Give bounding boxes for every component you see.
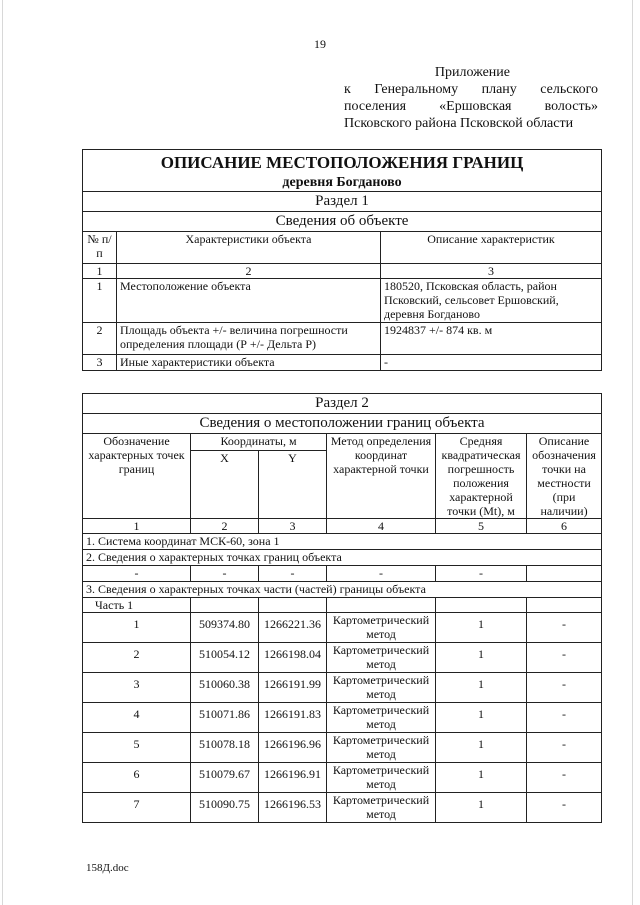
table-row: [83, 673, 602, 703]
point-y: 1266191.99: [259, 673, 327, 703]
col-header-error: Средняя квадратическая погрешность положения характерной точки (Mt), м: [436, 434, 527, 519]
point-number: 4: [83, 703, 191, 733]
appendix-word: Генеральному: [374, 82, 459, 97]
point-error: 1: [436, 703, 527, 733]
part-label: Часть 1: [83, 598, 191, 613]
row-name: Площадь объекта +/- величина погрешности определения площади (Р +/- Дельта Р): [117, 323, 381, 355]
point-y: 1266191.83: [259, 703, 327, 733]
point-number: 1: [83, 613, 191, 643]
dash-cell: -: [327, 566, 436, 582]
col-header-number: № п/п: [83, 232, 117, 264]
point-description: -: [527, 733, 602, 763]
col-header-y: Y: [259, 451, 327, 519]
row-number: 3: [83, 355, 117, 371]
appendix-line-2: [344, 98, 598, 115]
row-number: 2: [83, 323, 117, 355]
document-subtitle: деревня Богданово: [282, 175, 402, 190]
table-row: [83, 323, 602, 355]
point-x: 510079.67: [191, 763, 259, 793]
col-header-designation: Обозначение характерных точек границ: [83, 434, 191, 519]
point-description: -: [527, 643, 602, 673]
col-number: 2: [117, 264, 381, 279]
table-row: [83, 355, 602, 371]
table-row: [83, 733, 602, 763]
points-body: [83, 613, 602, 823]
point-error: 1: [436, 733, 527, 763]
points-heading: 2. Сведения о характерных точках границ объекта: [83, 550, 602, 566]
col-header-x: X: [191, 451, 259, 519]
section1-part: Раздел 1: [83, 192, 602, 212]
point-error: 1: [436, 763, 527, 793]
table-row: [83, 643, 602, 673]
point-x: 510078.18: [191, 733, 259, 763]
scan-edge-right: [632, 0, 633, 905]
point-x: 510054.12: [191, 643, 259, 673]
point-y: 1266196.53: [259, 793, 327, 823]
col-number: 4: [327, 519, 436, 534]
point-method: Картометрический метод: [327, 733, 436, 763]
title-cell: [83, 150, 602, 192]
point-description: -: [527, 703, 602, 733]
page-number: 19: [314, 37, 326, 51]
point-error: 1: [436, 673, 527, 703]
point-description: -: [527, 793, 602, 823]
col-number: 3: [259, 519, 327, 534]
point-method: Картометрический метод: [327, 703, 436, 733]
col-number: 6: [527, 519, 602, 534]
dash-cell: -: [259, 566, 327, 582]
point-x: 509374.80: [191, 613, 259, 643]
appendix-title: Приложение: [434, 65, 510, 80]
point-x: 510090.75: [191, 793, 259, 823]
point-description: -: [527, 763, 602, 793]
section1-heading: Сведения об объекте: [83, 212, 602, 232]
appendix-line-3: Псковского района Псковской области: [344, 116, 574, 131]
point-method: Картометрический метод: [327, 793, 436, 823]
row-value: 180520, Псковская область, район Псковский, сельсовет Ершовский, деревня Богданово: [381, 279, 602, 323]
scan-edge-left: [2, 0, 3, 905]
section2-table: [82, 393, 602, 823]
row-name: Местоположение объекта: [117, 279, 381, 323]
appendix-word: поселения: [344, 99, 407, 114]
col-number: 1: [83, 519, 191, 534]
table-row: [83, 566, 602, 582]
col-number: 2: [191, 519, 259, 534]
point-y: 1266198.04: [259, 643, 327, 673]
appendix-word: к: [344, 82, 351, 97]
point-y: 1266221.36: [259, 613, 327, 643]
col-header-characteristics: Характеристики объекта: [117, 232, 381, 264]
point-y: 1266196.96: [259, 733, 327, 763]
appendix-line-1: [344, 81, 598, 98]
point-description: -: [527, 673, 602, 703]
point-description: -: [527, 613, 602, 643]
point-method: Картометрический метод: [327, 613, 436, 643]
col-header-coordinates: Координаты, м: [191, 434, 327, 451]
document-title: ОПИСАНИЕ МЕСТОПОЛОЖЕНИЯ ГРАНИЦ: [160, 153, 524, 172]
col-header-method: Метод определения координат характерной точки: [327, 434, 436, 519]
row-value: -: [381, 355, 602, 371]
point-number: 7: [83, 793, 191, 823]
col-header-description: Описание характеристик: [381, 232, 602, 264]
point-method: Картометрический метод: [327, 673, 436, 703]
section2-heading: Сведения о местоположении границ объекта: [83, 414, 602, 434]
empty-cell: [327, 598, 436, 613]
point-number: 6: [83, 763, 191, 793]
point-number: 2: [83, 643, 191, 673]
empty-cell: [259, 598, 327, 613]
row-name: Иные характеристики объекта: [117, 355, 381, 371]
table-row: [83, 763, 602, 793]
col-number: 5: [436, 519, 527, 534]
point-method: Картометрический метод: [327, 763, 436, 793]
point-error: 1: [436, 793, 527, 823]
dash-cell: -: [436, 566, 527, 582]
coordinate-system: 1. Система координат МСК-60, зона 1: [83, 534, 602, 550]
empty-cell: [191, 598, 259, 613]
row-value: 1924837 +/- 874 кв. м: [381, 323, 602, 355]
dash-cell: -: [83, 566, 191, 582]
footer-filename: 158Д.doc: [86, 862, 129, 874]
point-method: Картометрический метод: [327, 643, 436, 673]
parts-heading: 3. Сведения о характерных точках части (частей) границы объекта: [83, 582, 602, 598]
dash-cell: -: [191, 566, 259, 582]
section2-part: Раздел 2: [83, 394, 602, 414]
point-number: 3: [83, 673, 191, 703]
dash-cell: [527, 566, 602, 582]
point-number: 5: [83, 733, 191, 763]
point-x: 510071.86: [191, 703, 259, 733]
col-header-point-description: Описание обозначения точки на местности (при наличии): [527, 434, 602, 519]
appendix-word: волость»: [544, 99, 598, 114]
appendix-word: плану: [481, 82, 517, 97]
table-row: [83, 793, 602, 823]
empty-cell: [436, 598, 527, 613]
table-row: [83, 703, 602, 733]
col-number: 1: [83, 264, 117, 279]
empty-cell: [527, 598, 602, 613]
point-x: 510060.38: [191, 673, 259, 703]
point-error: 1: [436, 643, 527, 673]
table-row: [83, 613, 602, 643]
appendix-word: «Ершовская: [439, 99, 512, 114]
section1-table: [82, 149, 602, 371]
point-y: 1266196.91: [259, 763, 327, 793]
col-number: 3: [381, 264, 602, 279]
row-number: 1: [83, 279, 117, 323]
appendix-block: [344, 64, 598, 132]
point-error: 1: [436, 613, 527, 643]
appendix-word: сельского: [540, 82, 598, 97]
table-row: [83, 279, 602, 323]
